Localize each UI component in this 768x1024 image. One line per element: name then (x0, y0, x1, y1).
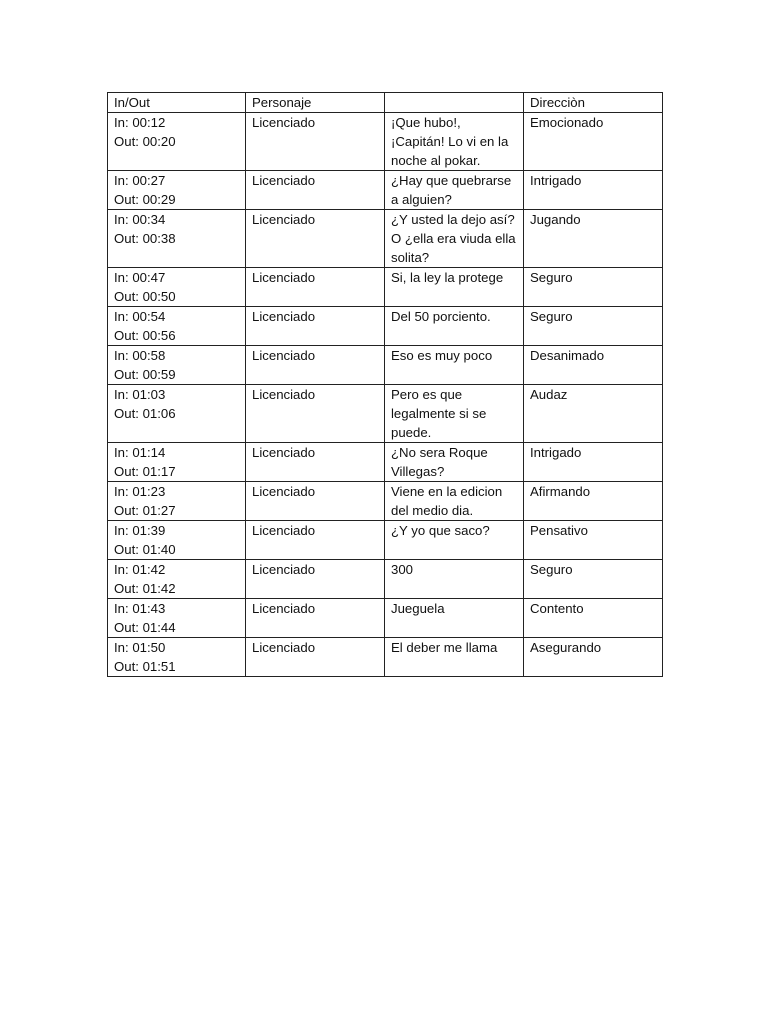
table-row (108, 599, 663, 638)
time-in: In: 01:50 (114, 640, 166, 655)
time-in: In: 01:43 (114, 601, 166, 616)
cell-dialogo: ¿Hay que quebrarse a alguien? (385, 171, 524, 210)
time-out: Out: 00:56 (114, 328, 176, 343)
cell-in-out (108, 171, 246, 210)
header-personaje: Personaje (246, 93, 385, 113)
cell-direccion: Contento (524, 599, 663, 638)
cell-direccion: Audaz (524, 385, 663, 443)
cell-direccion: Pensativo (524, 521, 663, 560)
cell-in-out (108, 113, 246, 171)
time-in: In: 01:23 (114, 484, 166, 499)
cell-dialogo: ¿Y usted la dejo así? O ¿ella era viuda ella solita? (385, 210, 524, 268)
script-table (107, 92, 663, 677)
cell-personaje: Licenciado (246, 113, 385, 171)
header-in-out: In/Out (108, 93, 246, 113)
time-out: Out: 01:40 (114, 542, 176, 557)
cell-dialogo: ¿No sera Roque Villegas? (385, 443, 524, 482)
time-out: Out: 01:27 (114, 503, 176, 518)
time-out: Out: 00:59 (114, 367, 176, 382)
table-row (108, 210, 663, 268)
cell-dialogo: Si, la ley la protege (385, 268, 524, 307)
time-out: Out: 01:44 (114, 620, 176, 635)
table-row (108, 113, 663, 171)
cell-direccion: Intrigado (524, 171, 663, 210)
cell-personaje: Licenciado (246, 443, 385, 482)
cell-personaje: Licenciado (246, 385, 385, 443)
time-out: Out: 00:29 (114, 192, 176, 207)
table-row (108, 482, 663, 521)
cell-direccion: Asegurando (524, 638, 663, 677)
cell-in-out (108, 599, 246, 638)
cell-in-out (108, 521, 246, 560)
time-out: Out: 01:17 (114, 464, 176, 479)
time-out: Out: 00:50 (114, 289, 176, 304)
cell-direccion: Emocionado (524, 113, 663, 171)
cell-in-out (108, 443, 246, 482)
cell-in-out (108, 346, 246, 385)
table-row (108, 385, 663, 443)
cell-dialogo: 300 (385, 560, 524, 599)
cell-personaje: Licenciado (246, 560, 385, 599)
table-row (108, 638, 663, 677)
time-in: In: 01:14 (114, 445, 166, 460)
table-row (108, 560, 663, 599)
time-in: In: 00:27 (114, 173, 166, 188)
time-in: In: 00:12 (114, 115, 166, 130)
time-out: Out: 01:06 (114, 406, 176, 421)
cell-in-out (108, 482, 246, 521)
cell-direccion: Jugando (524, 210, 663, 268)
cell-dialogo: Viene en la edicion del medio dia. (385, 482, 524, 521)
time-in: In: 00:54 (114, 309, 166, 324)
cell-dialogo: El deber me llama (385, 638, 524, 677)
time-in: In: 00:58 (114, 348, 166, 363)
cell-direccion: Afirmando (524, 482, 663, 521)
time-in: In: 00:47 (114, 270, 166, 285)
cell-personaje: Licenciado (246, 210, 385, 268)
cell-dialogo: Pero es que legalmente si se puede. (385, 385, 524, 443)
cell-in-out (108, 560, 246, 599)
table-row (108, 268, 663, 307)
header-dialogo (385, 93, 524, 113)
time-out: Out: 00:20 (114, 134, 176, 149)
cell-dialogo: ¡Que hubo!, ¡Capitán! Lo vi en la noche al pokar. (385, 113, 524, 171)
cell-personaje: Licenciado (246, 482, 385, 521)
table-row (108, 443, 663, 482)
cell-dialogo: ¿Y yo que saco? (385, 521, 524, 560)
time-in: In: 01:03 (114, 387, 166, 402)
cell-direccion: Seguro (524, 268, 663, 307)
cell-personaje: Licenciado (246, 346, 385, 385)
cell-in-out (108, 385, 246, 443)
header-direccion: Direcciòn (524, 93, 663, 113)
table-row (108, 521, 663, 560)
cell-in-out (108, 307, 246, 346)
table-row (108, 346, 663, 385)
cell-personaje: Licenciado (246, 599, 385, 638)
table-header-row (108, 93, 663, 113)
cell-personaje: Licenciado (246, 268, 385, 307)
time-out: Out: 01:51 (114, 659, 176, 674)
cell-dialogo: Jueguela (385, 599, 524, 638)
time-out: Out: 01:42 (114, 581, 176, 596)
time-out: Out: 00:38 (114, 231, 176, 246)
cell-in-out (108, 268, 246, 307)
cell-direccion: Seguro (524, 307, 663, 346)
cell-personaje: Licenciado (246, 307, 385, 346)
cell-direccion: Seguro (524, 560, 663, 599)
cell-direccion: Desanimado (524, 346, 663, 385)
cell-personaje: Licenciado (246, 638, 385, 677)
cell-dialogo: Del 50 porciento. (385, 307, 524, 346)
time-in: In: 00:34 (114, 212, 166, 227)
cell-direccion: Intrigado (524, 443, 663, 482)
table-row (108, 307, 663, 346)
cell-personaje: Licenciado (246, 171, 385, 210)
cell-in-out (108, 638, 246, 677)
cell-in-out (108, 210, 246, 268)
cell-dialogo: Eso es muy poco (385, 346, 524, 385)
table-row (108, 171, 663, 210)
cell-personaje: Licenciado (246, 521, 385, 560)
time-in: In: 01:39 (114, 523, 166, 538)
time-in: In: 01:42 (114, 562, 166, 577)
